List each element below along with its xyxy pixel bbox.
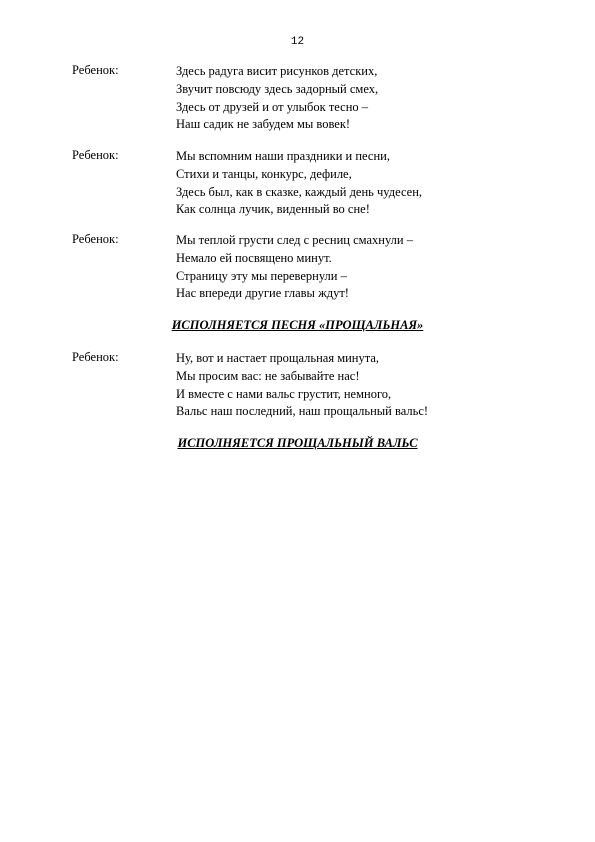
verse-line: Мы вспомним наши праздники и песни, (176, 149, 390, 163)
verse-line: И вместе с нами вальс грустит, немного, (176, 386, 392, 401)
verse-line: Здесь от друзей и от улыбок тесно – (176, 99, 369, 114)
stage-direction: ИСПОЛНЯЕТСЯ ПРОЩАЛЬНЫЙ ВАЛЬС (177, 436, 418, 450)
verse-lines (176, 148, 422, 219)
page-number: 12 (290, 36, 305, 48)
verse-line: Страницу эту мы перевернули – (176, 268, 347, 283)
verse-line: Стихи и танцы, конкурс, дефиле, (176, 166, 352, 181)
verse-line: Ну, вот и настает прощальная минута, (176, 351, 380, 365)
verse-line: Мы теплой грусти след с ресниц смахнули – (176, 233, 413, 247)
speaker-label: Ребенок: (72, 148, 119, 162)
verse-line: Здесь радуга висит рисунков детских, (176, 64, 378, 78)
verse-line: Мы просим вас: не забывайте нас! (176, 368, 360, 383)
verse-line: Как солнца лучик, виденный во сне! (176, 202, 370, 217)
speaker-label: Ребенок: (72, 232, 119, 246)
speaker-label: Ребенок: (72, 63, 119, 77)
speaker-label: Ребенок: (72, 350, 119, 364)
verse-line: Наш садик не забудем мы вовек! (176, 117, 351, 132)
verse-line: Звучит повсюду здесь задорный смех, (176, 81, 379, 96)
verse-lines (176, 350, 428, 421)
verse-lines (176, 232, 413, 303)
verse-line: Нас впереди другие главы ждут! (176, 286, 349, 301)
stage-direction: ИСПОЛНЯЕТСЯ ПЕСНЯ «ПРОЩАЛЬНАЯ» (171, 318, 424, 332)
verse-line: Немало ей посвящено минут. (176, 250, 332, 265)
verse-line: Вальс наш последний, наш прощальный вальс! (176, 404, 429, 419)
verse-line: Здесь был, как в сказке, каждый день чудесен, (176, 184, 423, 199)
verse-lines (176, 63, 378, 134)
